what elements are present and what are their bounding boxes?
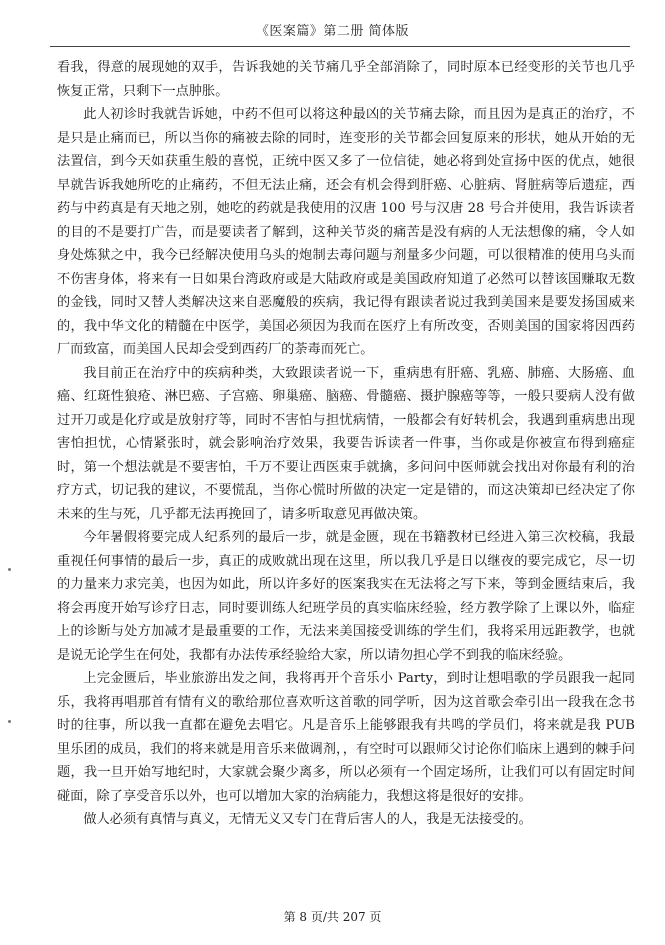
- paragraph-3: 我目前正在治疗中的疾病种类，大致跟读者说一下，重病患有肝癌、乳癌、肺癌、大肠癌、血癌、红斑性狼疮、淋巴癌、子宫癌、卵巢癌、脑癌、骨髓癌、摄护腺癌等等，一般只要病人没有做过开刀或是化疗或是放射疗等，同时不害怕与担忧病情，一般都会有好转机会，我遇到重病患出现害怕担忧，心情紧张时，就会影响治疗效果，我要告诉读者一件事，当你或是你被宣布得到癌症时，第一个想法就是不要害怕，千万不要让西医束手就擒，多问问中医师就会找出对你最有利的治疗方式，切记我的建议，不要慌乱，当你心慌时所做的决定一定是错的，而这决策却已经决定了你未来的生与死，几乎都无法再挽回了，请多听取意见再做决策。: [57, 365, 635, 522]
- paragraph-6: 做人必须有真情与真义，无情无义又专门在背后害人的人，我是无法接受的。: [83, 812, 532, 827]
- scan-dot-mark: [8, 568, 11, 571]
- paragraph-1: 看我，得意的展现她的双手，告诉我她的关节痛几乎全部消除了，同时原本已经变形的关节也几乎恢复正常，只剩下一点肿胀。: [57, 60, 635, 99]
- paragraph-2: 此人初诊时我就告诉她，中药不但可以将这种最凶的关节痛去除，而且因为是真正的治疗，不是只是止痛而已，所以当你的痛被去除的同时，连变形的关节都会回复原来的形状，她从开始的无法置信，到今天如获重生般的喜悦，正统中医又多了一位信徒，她必将到处宣扬中医的优点，她很早就告诉我她所吃的止痛药，不但无法止痛，还会有机会得到肝癌、心脏病、肾脏病等后遗症，西药与中药真是有天地之别，她吃的药就是我使用的汉唐 100 号与汉唐 28 号合并使用，我告诉读者的目的不是要打广告，而是要读者了解到，这种关节炎的痛苦是没有病的人无法想像的痛，令人如身处炼狱之中，我今已经解决使用乌头的炮制去毒问题与剂量多少问题，可以很精准的使用乌头而不伤害身体，将来有一日如果台湾政府或是大陆政府或是美国政府知道了必然可以替该国赚取无数的金钱，同时又替人类解决这来自恶魔般的疾病，我记得有跟读者说过我到美国来是要发扬国威来的，我中华文化的精髓在中医学，美国必须因为我而在医疗上有所改变，否则美国的国家将因西药厂而致富，而美国人民却会受到西药厂的荼毒而死亡。: [57, 107, 635, 357]
- paragraph-4: 今年暑假将要完成人纪系列的最后一步，就是金匮，现在书籍教材已经进入第三次校稿，我最重视任何事情的最后一步，真正的成败就出现在这里，所以我几乎是日以继夜的要完成它，尽一切的力量来力求完美，也因为如此，所以许多好的医案我实在无法将之写下来，等到金匮结束后，我将会再度开始写诊疗日志，同时要训练人纪班学员的真实临床经验，经方教学除了上课以外，临症上的诊断与处方加减才是最重要的工作，无法来美国接受训练的学生们，我将采用远距教学，也就是说无论学生在何处，我都有办法传承经验给大家，所以请勿担心学不到我的临床经验。: [57, 530, 635, 663]
- page-number: 第 8 页/共 207 页: [283, 910, 382, 924]
- header-divider: [50, 46, 630, 47]
- scan-dot-mark: [8, 720, 11, 723]
- page-header: 《医案篇》第二册 简体版: [255, 24, 410, 39]
- body-text: [57, 56, 635, 832]
- paragraph-5: 上完金匮后，毕业旅游出发之间，我将再开个音乐小 Party，到时让想唱歌的学员跟我一起同乐，我将再唱那首有情有义的歌给那位喜欢听这首歌的同学听，因为这首歌会牵引出一段我在念书时的往事，所以我一直都在避免去唱它。凡是音乐上能够跟我有共鸣的学员们，将来就是我 PUB 里乐团的成员，我们的将来就是用音乐来做调剂，，有空时可以跟师父讨论你们临床上遇到的棘手问题，我一旦开始写地纪时，大家就会聚少离多，所以必须有一个固定场所，让我们可以有固定时间碰面，除了享受音乐以外，也可以增加大家的治病能力，我想这将是很好的安排。: [57, 671, 635, 804]
